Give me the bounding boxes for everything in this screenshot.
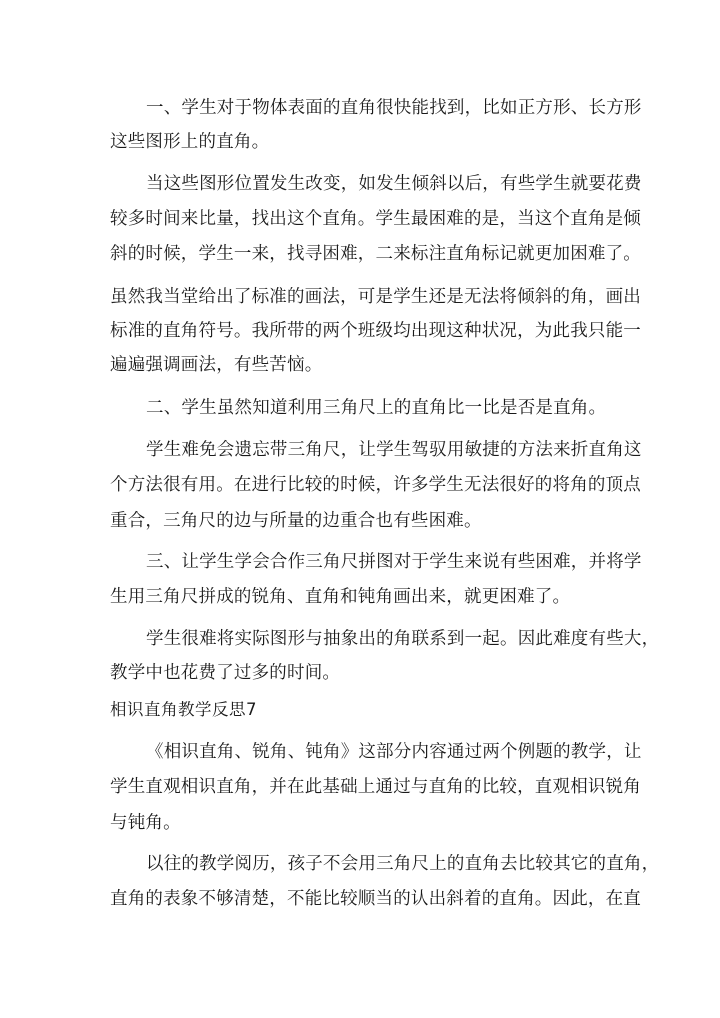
paragraph-6-line-1: 学生很难将实际图形与抽象出的角联系到一起。因此难度有些大，: [146, 629, 660, 649]
section-heading: 相识直角教学反思7: [110, 700, 257, 719]
paragraph-4-line-2: 个方法很有用。在进行比较的时候，许多学生无法很好的将角的顶点: [110, 475, 641, 495]
paragraph-2-line-4: 虽然我当堂给出了标准的画法，可是学生还是无法将倾斜的角，画出: [110, 287, 641, 307]
paragraph-2-line-6: 遍遍强调画法，有些苦恼。: [110, 355, 323, 375]
paragraph-4-line-3: 重合，三角尺的边与所量的边重合也有些困难。: [110, 511, 482, 531]
paragraph-2-line-2: 较多时间来比量，找出这个直角。学生最困难的是，当这个直角是倾: [110, 209, 641, 229]
paragraph-8-line-1: 以往的教学阅历，孩子不会用三角尺上的直角去比较其它的直角，: [146, 854, 660, 874]
paragraph-2-line-5: 标准的直角符号。我所带的两个班级均出现这种状况，为此我只能一: [110, 321, 641, 341]
paragraph-6-line-2: 教学中也花费了过多的时间。: [110, 663, 341, 683]
paragraph-1-line-1: 一、学生对于物体表面的直角很快能找到，比如正方形、长方形: [146, 98, 642, 118]
paragraph-2-line-3: 斜的时候，学生一来，找寻困难，二来标注直角标记就更加困难了。: [110, 244, 641, 264]
paragraph-4-line-1: 学生难免会遗忘带三角尺，让学生驾驭用敏捷的方法来折直角这: [146, 440, 642, 460]
paragraph-8-line-2: 直角的表象不够清楚，不能比较顺当的认出斜着的直角。因此，在直: [110, 889, 641, 909]
paragraph-7-line-3: 与钝角。: [110, 813, 181, 833]
paragraph-7-line-1: 《相识直角、锐角、钝角》这部分内容通过两个例题的教学，让: [146, 742, 642, 762]
paragraph-3-line-1: 二、学生虽然知道利用三角尺上的直角比一比是否是直角。: [146, 398, 607, 418]
paragraph-7-line-2: 学生直观相识直角，并在此基础上通过与直角的比较，直观相识锐角: [110, 777, 641, 797]
paragraph-5-line-1: 三、让学生学会合作三角尺拼图对于学生来说有些困难，并将学: [146, 552, 642, 572]
paragraph-2-line-1: 当这些图形位置发生改变，如发生倾斜以后，有些学生就要花费: [146, 174, 642, 194]
paragraph-1-line-2: 这些图形上的直角。: [110, 132, 270, 152]
paragraph-5-line-2: 生用三角尺拼成的锐角、直角和钝角画出来，就更困难了。: [110, 587, 571, 607]
